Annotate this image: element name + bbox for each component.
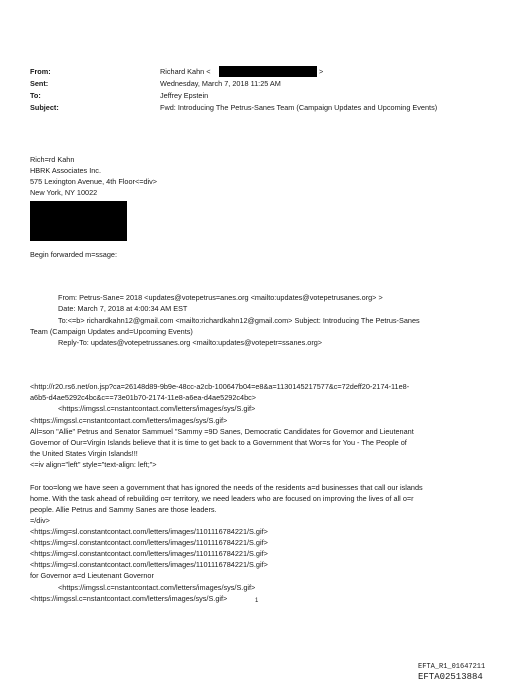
redaction-box [219, 66, 317, 77]
paragraph-line: Governor of Our=Virgin Islands believe that it is time to get back to a Government that Wor=s for You - The People of [30, 438, 407, 447]
from-value: Richard Kahn < [160, 67, 211, 76]
page-number: 1 [255, 598, 259, 604]
from-label: From: [30, 67, 51, 76]
paragraph-line: the United States Virgin Islands!!! [30, 449, 138, 458]
image-link: <https://img=sl.constantcontact.com/letters/images/1101116784221/S.gif> [30, 560, 268, 569]
image-link: <https://imgssl.c=nstantcontact.com/letters/images/sys/S.gif> [58, 404, 256, 413]
fwd-from: From: Petrus-Sane= 2018 <updates@votepetrus=anes.org <mailto:updates@votepetrusanes.org> > [58, 293, 383, 302]
fwd-reply-to: Reply-To: updates@votepetrussanes.org <mailto:updates@votepetr=ssanes.org> [58, 338, 323, 347]
image-link: <https://imgssl.c=nstantcontact.com/letters/images/sys/S.gif> [30, 594, 228, 603]
sent-value: Wednesday, March 7, 2018 11:25 AM [160, 79, 281, 88]
image-link: <https://img=sl.constantcontact.com/letters/images/1101116784221/S.gif> [30, 527, 268, 536]
signature-name: Rich=rd Kahn [30, 155, 75, 164]
fwd-date: Date: March 7, 2018 at 4:00:34 AM EST [58, 304, 188, 313]
subject-label: Subject: [30, 103, 59, 112]
image-link: <https://img=sl.constantcontact.com/letters/images/1101116784221/S.gif> [30, 549, 268, 558]
to-value: Jeffrey Epstein [160, 91, 209, 100]
from-value-tail: > [319, 67, 324, 76]
efta-id-large: EFTA02513884 [418, 672, 483, 682]
begin-forwarded: Begin forwarded m=ssage: [30, 250, 118, 259]
tracking-url: <http://r20.rs6.net/on.jsp?ca=26148d89-9b9e-48cc-a2cb-100647b04=e8&a=1130145217577&c=72deff20-2174-11e8- [30, 382, 410, 391]
efta-id-small: EFTA_R1_01647211 [418, 663, 486, 671]
image-link: <https://img=sl.constantcontact.com/letters/images/1101116784221/S.gif> [30, 538, 268, 547]
paragraph-line: people. Allie Petrus and Sammy Sanes are those leaders. [30, 505, 217, 514]
signature-city: New York, NY 10022 [30, 188, 98, 197]
subject-value: Fwd: Introducing The Petrus-Sanes Team (Campaign Updates and Upcoming Events) [160, 103, 438, 112]
fwd-to-cont: Team (Campaign Updates and=Upcoming Events) [30, 327, 193, 336]
paragraph-line: All=son "Allie" Petrus and Senator Sammuel "Sammy =9D Sanes, Democratic Candidates for Governor and Lieutenant [30, 427, 414, 436]
paragraph-line: For too=long we have seen a government that has ignored the needs of the residents a=d businesses that call our islands [30, 483, 423, 492]
paragraph-line: home. With the task ahead of rebuilding o=r territory, we need leaders who are focused on improving the lives of all o=r [30, 494, 414, 503]
image-link: <https://imgssl.c=nstantcontact.com/letters/images/sys/S.gif> [30, 416, 228, 425]
sent-label: Sent: [30, 79, 49, 88]
redaction-box [30, 201, 127, 241]
fwd-to: To:<=b> richardkahn12@gmail.com <mailto:richardkahn12@gmail.com> Subject: Introducing The Petrus-Sanes [58, 316, 420, 325]
tracking-url-cont: a6b5-d4ae5292c4bc&c==73e01b70-2174-11e8-a6ea-d4ae5292c4bc> [30, 393, 257, 402]
to-label: To: [30, 91, 41, 100]
paragraph-line: for Governor a=d Lieutenant Governor [30, 571, 154, 580]
html-fragment: =/div> [30, 516, 50, 525]
signature-company: HBRK Associates Inc. [30, 166, 101, 175]
image-link: <https://imgssl.c=nstantcontact.com/letters/images/sys/S.gif> [58, 583, 256, 592]
html-fragment: <=iv align="left" style="text-align: left;"> [30, 460, 157, 469]
signature-address: 575 Lexington Avenue, 4th Floor<=div> [30, 177, 158, 186]
